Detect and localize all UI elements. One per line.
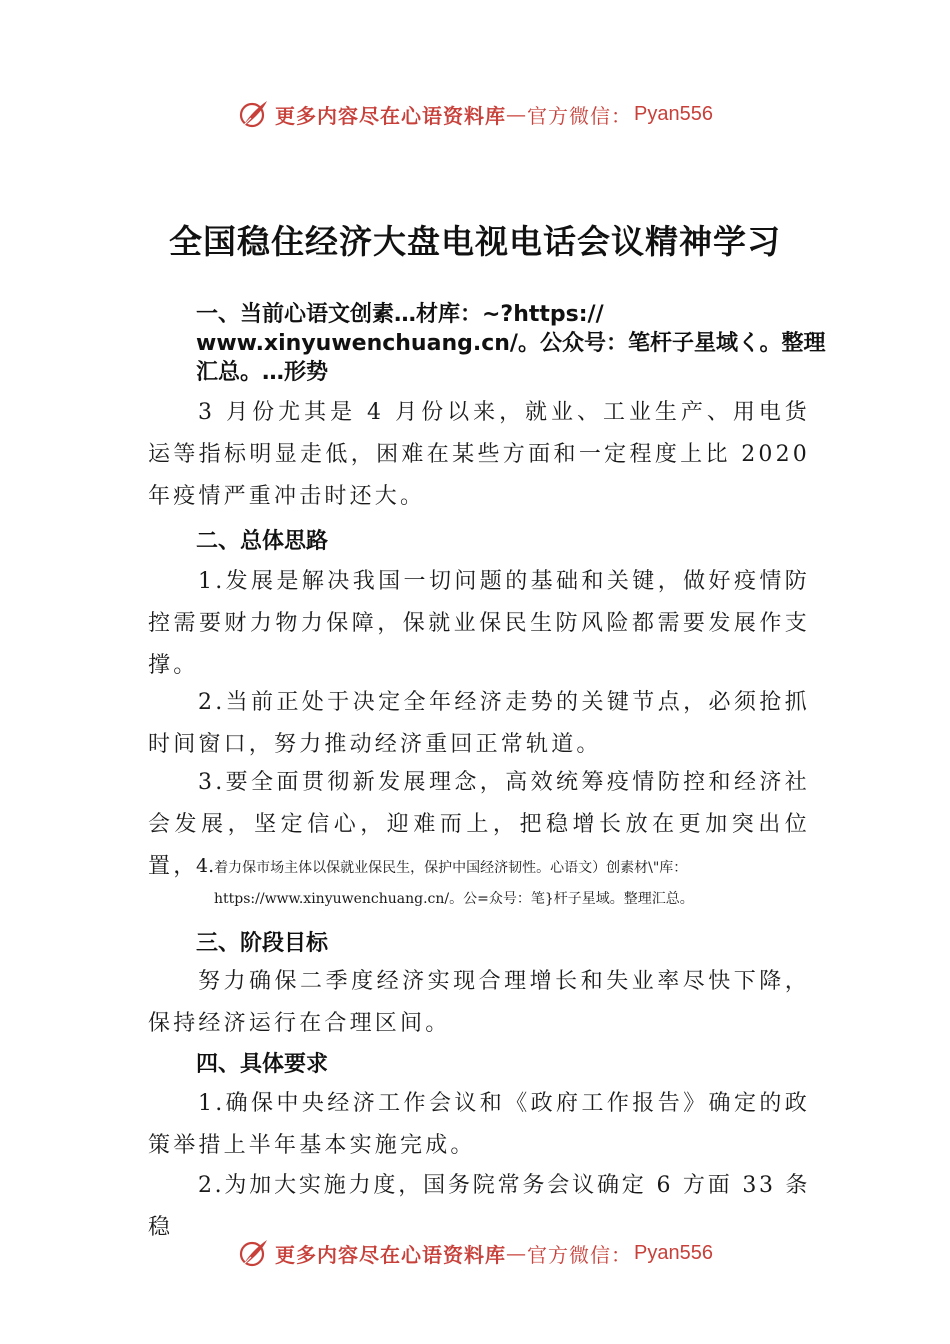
section4-item2: 2.为加大实施力度，国务院常务会议确定 6 方面 33 条稳 — [148, 1173, 810, 1240]
section4-heading: 四、具体要求 — [196, 1052, 329, 1077]
section2-heading: 二、总体思路 — [196, 529, 329, 554]
watermark-banner-bottom — [0, 1233, 950, 1273]
section2-item2: 2.当前正处于决定全年经济走势的关键节点，必须抢抓时间窗口，努力推动经济重回正常轨道。 — [148, 690, 810, 757]
watermark-brand: 更多内容尽在心语资料库 — [275, 103, 507, 128]
section2-item4 — [196, 851, 816, 915]
quill-logo-icon — [237, 1237, 269, 1269]
section2-item3: 3.要全面贯彻新发展理念，高效统筹疫情防控和经济社会发展，坚定信心，迎难而上，把稳增长放在更加突出位置， — [148, 770, 810, 879]
section2-item4-text: 着力保市场主体以保就业保民生，保护中国经济韧性。心语文）创素材\"库： — [214, 860, 688, 876]
watermark-banner-top — [0, 94, 950, 134]
watermark-wechat-label: 官方微信： — [527, 103, 633, 128]
watermark-wechat-label: 官方微信： — [527, 1242, 633, 1267]
document-title: 全国稳住经济大盘电视电话会议精神学习 — [169, 222, 781, 261]
watermark-brand: 更多内容尽在心语资料库 — [275, 1242, 507, 1267]
section1-paragraph: 3 月份尤其是 4 月份以来，就业、工业生产、用电货运等指标明显走低，困难在某些方面和一定程度上比 2020 年疫情严重冲击时还大。 — [148, 400, 810, 509]
section3-heading: 三、阶段目标 — [196, 931, 329, 956]
section2-item4-number: 4. — [196, 855, 215, 877]
section1-heading: 一、当前心语文创素…材库：~?https:// www.xinyuwenchuang.cn/。公众号：笔杆子星域く。整理汇总。…形势 — [196, 302, 826, 385]
watermark-wechat-id: Pyan556 — [634, 1241, 713, 1264]
section2-item1: 1.发展是解决我国一切问题的基础和关键，做好疫情防控需要财力物力保障，保就业保民生防风险都需要发展作支撑。 — [148, 569, 810, 678]
section4-item1: 1.确保中央经济工作会议和《政府工作报告》确定的政策举措上半年基本实施完成。 — [148, 1091, 810, 1158]
watermark-dash: — — [506, 1241, 528, 1265]
section3-paragraph: 努力确保二季度经济实现合理增长和失业率尽快下降，保持经济运行在合理区间。 — [148, 969, 810, 1036]
section2-item4-url: https://www.xinyuwenchuang.cn/。公=众号：笔}杆子星域。整理汇总。 — [214, 891, 694, 907]
watermark-dash: — — [506, 102, 528, 126]
quill-logo-icon — [237, 98, 269, 130]
watermark-wechat-id: Pyan556 — [634, 102, 713, 125]
